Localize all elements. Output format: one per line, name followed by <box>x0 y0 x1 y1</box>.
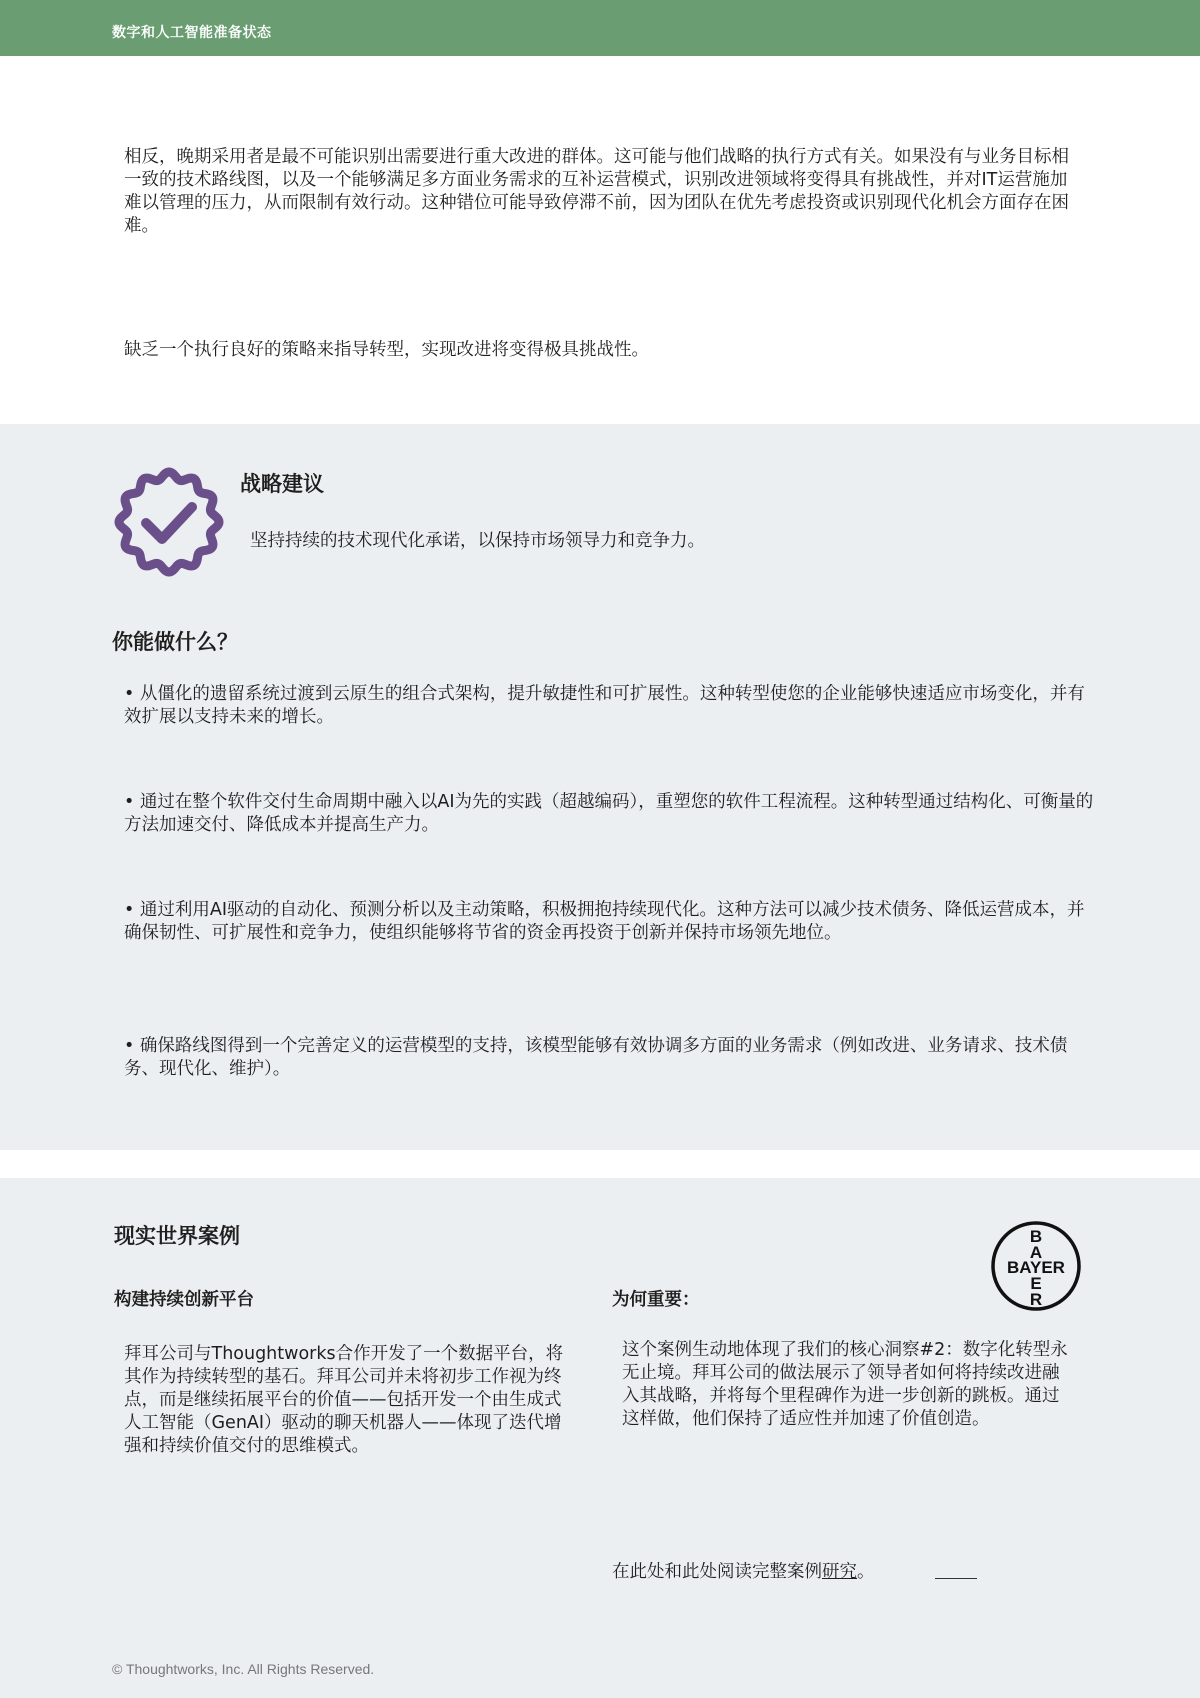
why-it-matters-body: 这个案例生动地体现了我们的核心洞察#2：数字化转型永无止境。拜耳公司的做法展示了领导者如何将持续改进融入其战略，并将每个里程碑作为进一步创新的跳板。通过这样做，他们保持了适应性并加速了价值创造。 <box>622 1340 1068 1429</box>
why-it-matters-title: 为何重要： <box>612 1290 700 1310</box>
read-more-link-underline[interactable] <box>935 1578 977 1579</box>
bayer-logo-letter-b: B <box>1029 1227 1043 1246</box>
read-more-text <box>612 1558 875 1583</box>
action-bullet: • 确保路线图得到一个完善定义的运营模型的支持，该模型能够有效协调多方面的业务需求（例如改进、业务请求、技术债务、现代化、维护）。 <box>124 1036 1068 1079</box>
bayer-logo-letter-r: R <box>1029 1290 1043 1309</box>
bayer-logo-letter-a: A <box>1029 1243 1043 1262</box>
bayer-logo <box>990 1220 1082 1312</box>
header-bar <box>0 0 1200 56</box>
intro-paragraph: 相反，晚期采用者是最不可能识别出需要进行重大改进的群体。这可能与他们战略的执行方式有关。如果没有与业务目标相一致的技术路线图，以及一个能够满足多方面业务需求的互补运营模式，识别改进领域将变得具有挑战性，并对IT运营施加难以管理的压力，从而限制有效行动。这种错位可能导致停滞不前，因为团队在优先考虑投资或识别现代化机会方面存在困难。 <box>124 147 1069 236</box>
bayer-logo-word: BAYER <box>1007 1258 1065 1277</box>
read-more-link[interactable]: 研究 <box>822 1562 857 1582</box>
footer-copyright: © Thoughtworks, Inc. All Rights Reserved. <box>112 1661 375 1677</box>
recommendation-title: 战略建议 <box>240 472 324 496</box>
check-badge-icon <box>112 465 226 579</box>
action-bullet: • 从僵化的遗留系统过渡到云原生的组合式架构，提升敏捷性和可扩展性。这种转型使您的企业能够快速适应市场变化，并有效扩展以支持未来的增长。 <box>124 684 1085 727</box>
action-bullet: • 通过在整个软件交付生命周期中融入以AI为先的实践（超越编码），重塑您的软件工程流程。这种转型通过结构化、可衡量的方法加速交付、降低成本并提高生产力。 <box>124 792 1094 835</box>
read-more-prefix: 在此处和此处阅读完整案例 <box>612 1562 822 1582</box>
case-study-title: 现实世界案例 <box>114 1224 240 1248</box>
read-more-suffix: 。 <box>857 1562 875 1582</box>
case-study-body: 拜耳公司与Thoughtworks合作开发了一个数据平台，将其作为持续转型的基石。拜耳公司并未将初步工作视为终点，而是继续拓展平台的价值——包括开发一个由生成式人工智能（GenAI）驱动的聊天机器人——体现了迭代增强和持续价值交付的思维模式。 <box>124 1344 564 1456</box>
case-study-subtitle: 构建持续创新平台 <box>114 1290 254 1310</box>
intro-paragraph-2: 缺乏一个执行良好的策略来指导转型，实现改进将变得极具挑战性。 <box>124 340 649 360</box>
header-title: 数字和人工智能准备状态 <box>112 25 272 41</box>
action-bullet: • 通过利用AI驱动的自动化、预测分析以及主动策略，积极拥抱持续现代化。这种方法可以减少技术债务、降低运营成本，并确保韧性、可扩展性和竞争力，使组织能够将节省的资金再投资于创新并保持市场领先地位。 <box>124 900 1085 943</box>
recommendation-text: 坚持持续的技术现代化承诺，以保持市场领导力和竞争力。 <box>250 531 705 551</box>
what-you-can-do-title: 你能做什么？ <box>112 630 238 654</box>
bayer-logo-letter-e: E <box>1030 1274 1042 1293</box>
